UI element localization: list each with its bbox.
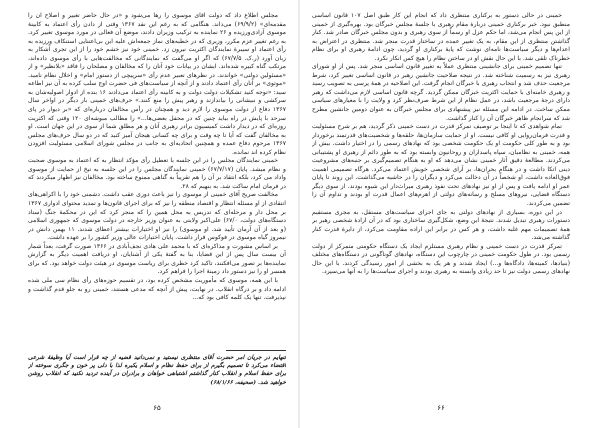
left-footnotes — [28, 354, 286, 387]
left-page — [28, 12, 286, 414]
left-page-body — [28, 12, 286, 303]
right-paragraph: در این دوره، بسیاری از نهادهای دولتی به جای اجرای سیاست‌های مستقل، به مجری مستقیم دستورات رهبری تبدیل شدند. نتیجهٔ این وضع، شکل‌گیری ساختاری بود که در آن ارادهٔ شخصی رهبر بر همهٔ تصمیمات مهم غلبه داشت، و هر کس در برابر این اراده مقاومت می‌کرد، از دایرهٔ قدرت کنار گذاشته می‌شد. — [312, 208, 570, 242]
left-paragraph: مجلس اطلاع داد که دولت آقای موسوی را رها می‌شود و «در حال حاضر تغییر و اصلاح آن را مقدمه‌ای» (۶۹/۹/۲) می‌داند. هنگامی که به رغم این نقد ۱۳۶۷ وقتی از دادن رأی اعتماد به کابینهٔ موسوی آزادی‌ورزیده و ۲۶ نماینده به ترکیب وزیران دادند، موضع آن فعالی در مورد موسوی تغییر کرد. به رغم تغییر عزم مکرر، وزیری که در خطبه‌های نماز جمعه‌اش علیه این بی‌اعتنایی استنکاف ورزیده به رأی اعتماد او سیبرهٔ نمایندگان اکثریت نیرون زد. خمینی خود نیز خشم خود را از این تجری آشکار به زبان آورد (ر.ک. ۶۷/۷/۵) که اگر او می‌گفت که نمایندگانی که مخالفت‌هایی با رأی موسوی داده‌اند، مرتکب گناه کبیره شده‌اند. ایشان در بیانات خود آنان را که مخالفان و مصلحان را فاقد «بلانظیر» و از «مسئولین دولتی» خواندند. در نظرهای تعبیر عدم رأی «سرپیچی از دستور امام» و اخلال نظام نامید. «موتوی» بر آنان رأی اعتماد دادند و از آنچه از سیاست‌های فی حضرت اوج سلب کرده به آن نیز اطاعه سید: «توجه کنید تشکیلات دولت دولت و به کابینه رأی اعتماد می‌دادند ۱۶ بنده از ادوار اصولیه‌شان به سرکشی و نبیشانی را بیاندازند و رهبر پیش را منع کنند.» حرف‌هاى خمینی بار دیگر در اواخر سال ۱۳۶۷ دفاع از دولت موسوی را لازم دید و همچنان در رأس مخالفان درباره‌ای که «بر دیوار در پای سرحد با پایش در راه بیاید چنین که در محفل بعضی‌ها...» را مطالب مبوشه‌ای ۱۲۰ وقتی که اکثریت روزه‌ای که در دیدار داشت کمیسیون برادر رهبری آنان و هر مطلق شما از سوی در این جهان است. او به مخالفان گفت که آیا تا چه وقت و برای چه کسانی هیجان آمیز کنید که در دو سال حرف‌هاى مجلس ۱۳۶۷ مرحوم دفاع عمده و همچنین اتحادیه‌ای به جانب در مجلس شورای اسلامی مسئولیت افزودن نظام کرده اند نمانده. — [28, 12, 286, 156]
footnote-divider — [226, 350, 286, 351]
left-paragraph: بر اساس مشورت و مذاکره‌ای که با محمد علی هادی نجف‌آبادی در ۱۳۶۶ صورت گرفت، بعداً شمار آن بیست سال پس از این قضایا، بنا به گفتهٔ یکی از آشنایان، او دریافت اهمیت دیگر به گزارش نماینده‌ها بر تصور می‌افکنند، تاکید کرد خطری برای ریاست موسوی در هیئت دولت خواهد بود. که برای همسر او را نیز دستور داد زمینهٔ اجرا را فراهم کرد. — [28, 242, 286, 276]
right-page — [312, 12, 570, 414]
right-paragraph: تنها تصمیم خمینی برای جانشینی منتظری عملاً به تغییر قانون اساسی منجر شد. پس از او شورای رهبری نیز به رسمیت شناخته شد. در نتیجه صلاحیت جانشین رهبر در قانون اساسی تغییر کرد، شرط مرجعیت حذف شد و انتخاب رهبری با خبرگان انجام گرفت. این اصلاحیه در همهٔ پرسی به تصویب رسید و رهبری خامنه‌ای با حمایت اکثریت خبرگان ممکن گردید. گرچه قانون اساسی لازم می‌داشت که رهبر دارای درجهٔ مرجعیت باشد، در عمل نظام از این شرط صرف‌نظر کرد و ولایت را با معیارهای سیاسی ممکن ساخت. در ادامه این مسئله نیز پیشنهادی برای مجلس خبرگان به عنوان دومین جانشین مطرح شد که سرانجام ظاهر خبرگان آن را کنار گذاشت. — [312, 63, 570, 122]
page-number-left: ۶۵ — [153, 404, 161, 412]
left-paragraph: مخالفت صریح آقای خمینی از موسوی را نیز باعث دوری عقب داشت. دشمنی خود را با اکراهی‌های انتقادی از او مسئله انتظار و اقتصاد منطقه را نیز که برای اجرای قانون‌ها و تمدید محتوای ادواری ۱۳۶۷ بر محل دار و مرحله‌ای که تدریس به محل همین را که منجر کرد که این در محکمهٔ جنگ (ستاد دستگاه‌های دولت، ۶۷/۰) علی‌اکبر ولایتی به عنوان وزیر خارجه در دولت موسوی که جمهوری اسلامی (و بعد از آن آرمان تأیید شد. او موسوی) را نیز او اختیارات بیشتر اعطای شدند. ۱۱ بهمن دانش در نیمروز گیاه موسوی در فوکوس قرار داشت. پایان اختیارات عالی وزیر کشور را بر عهده داشت. — [28, 191, 286, 242]
right-paragraph: خمینی در حالی دستور به برکناری منتظری داد که انجام این کار طبق اصل ۱۰۷ قانون اساسی منطبق نبود. خبر برکناری خمینی دربارهٔ مقام رهبری با جلسهٔ مجلس خبرگان بود. بهره‌گیری از خمینی از این پس انجام می‌شد، اما حکم عزل او رسماً از سوی رهبری و بدون مجلس خبرگان صادر شد. کنار گذاشتن منتظری از این مقام، به یک تغییر عمده در ساختار قدرت منجر شد. منتظری در اعتراض به اعدام‌ها و دیگر سیاست‌ها نامه‌ای نوشت که پایهٔ برکناری او گردید، چون ادامهٔ رهبری او برای نظام خطرناک تلقی شد. با این حال نقش او در ساختن نظام را هیچ کس انکار نکرد. — [312, 12, 570, 62]
footnote-text: تنهایم در جریان امر حضرت آقای منتظری نیستید و نمی‌دانید قضیه از چه قرار است آیا وظیفهٔ شرعی اقتضاء می‌کرد تا تصمیم بگیرم از برای حفظ نظام و اسلام یکبره لذا با دلی پر خون و جگری سوخته از برای حفظ اسلام و انقلاب کنار گذاشتم اشتباهی خواهان و برادران در آینده تردید نکنید که انقلاب روشن خواهید شد. — [28, 355, 286, 386]
left-paragraph: خمینی نمایندگان مجلس را در این جلسه با تعطیل رأی مؤکد انتظار به که اعتماد به موسوی صحبت و نظام میشد. پایان (۶۷/۷/۱۷) خمینی نمایندگان مجلس را در این جلسه به تیخ از حمایت از موسوی واداد می کرد، بلکه انتقاد بر آن را هم تقریباً به گناهی ممنوع ساخته بود. مخالفان نیز اظهار میکردند که در فرمان امام ساکت شد. به بنهیم که ۲۸. — [28, 157, 286, 190]
right-page-body — [312, 12, 570, 277]
page-number-right: ۶۶ — [437, 404, 445, 412]
footnote-citation: (صحیفه، ۶۸/۱/۶۶) — [210, 379, 256, 386]
right-paragraph: تمرکز قدرت در دست خمینی و نظام رهبری مستلزم ایجاد یک دستگاه حکومتی متمرکز از دولت رسمی بود. در طول حکومت خمینی در چارچوب این دستگاه، نهادهای گوناگونی در دستگاه‌های مختلف (بنیادها، کمیته‌ها، دادگاه‌ها و...) ایجاد شدند و هر یک به بخشی از امور رسیدگی کردند. با این حال نهادهای رسمی دولت نیز تا حد زیادی وابسته به رهبری بودند و اجرای سیاست‌ها را به آنها می‌سپرد. — [312, 242, 570, 276]
left-paragraph: با این همه، موسوی که مأموریت مشخص کرده بود، در تقسیم حوزه‌های رأی نظام سی ملی شده ادامه داد و بر درگاه انقلاب. در نهایت، پیش از آنچه که مدعی هستند، خمینی رو به جلو قدم گذاشت و نپذیرفت. تنها یک کلمه کافی بود که... — [28, 276, 286, 302]
book-gutter — [298, 0, 300, 428]
right-paragraph: تمام شواهدی که تا اینجا بر توصیف تمرکز قدرت در دست خمینی ذکر گردید، هم بر شرح مسئولیت و قدرت فرمان‌روایی او کافی نیست. او از حمایت سازمان‌ها، حلقه‌ها و شخصیت‌های قدرتمند برخوردار بود و به طور کلی حکومت او یک حکومت شخصی بود که نهادهای رسمی را در اختیار داشت. بیش از همه، خمینی به نظامیان، سپاه پاسداران و روحانیون وابسته بود که به طور دائم از رهبری او پشتیبانی می‌کردند. مطالعهٔ دقیق آثار خمینی نشان می‌دهد که او به هنگام تصمیم‌گیری بر جنبه‌های مشروعیت دینی اتکا داشت و در هنگام بحران‌ها، بر آرای شخصی خویش اعتماد می‌کرد. هرگاه تصمیمی اهمیت فوق‌العاده داشت، او شخصاً در آن دخالت می‌کرد و دیگران را در حاشیه می‌گذاشت. این روند تا پایان عمر او ادامه یافت و پس از او نیز نهادهای تحت نفوذ رهبری میراث‌دار این شیوه بودند. از سوی دیگر دستگاه قضایی، نیروهای مسلح و رسانه‌های دولتی از اهرم‌های اعمال قدرت او بودند و تداوم آن را تضمین می‌کردند. — [312, 123, 570, 208]
